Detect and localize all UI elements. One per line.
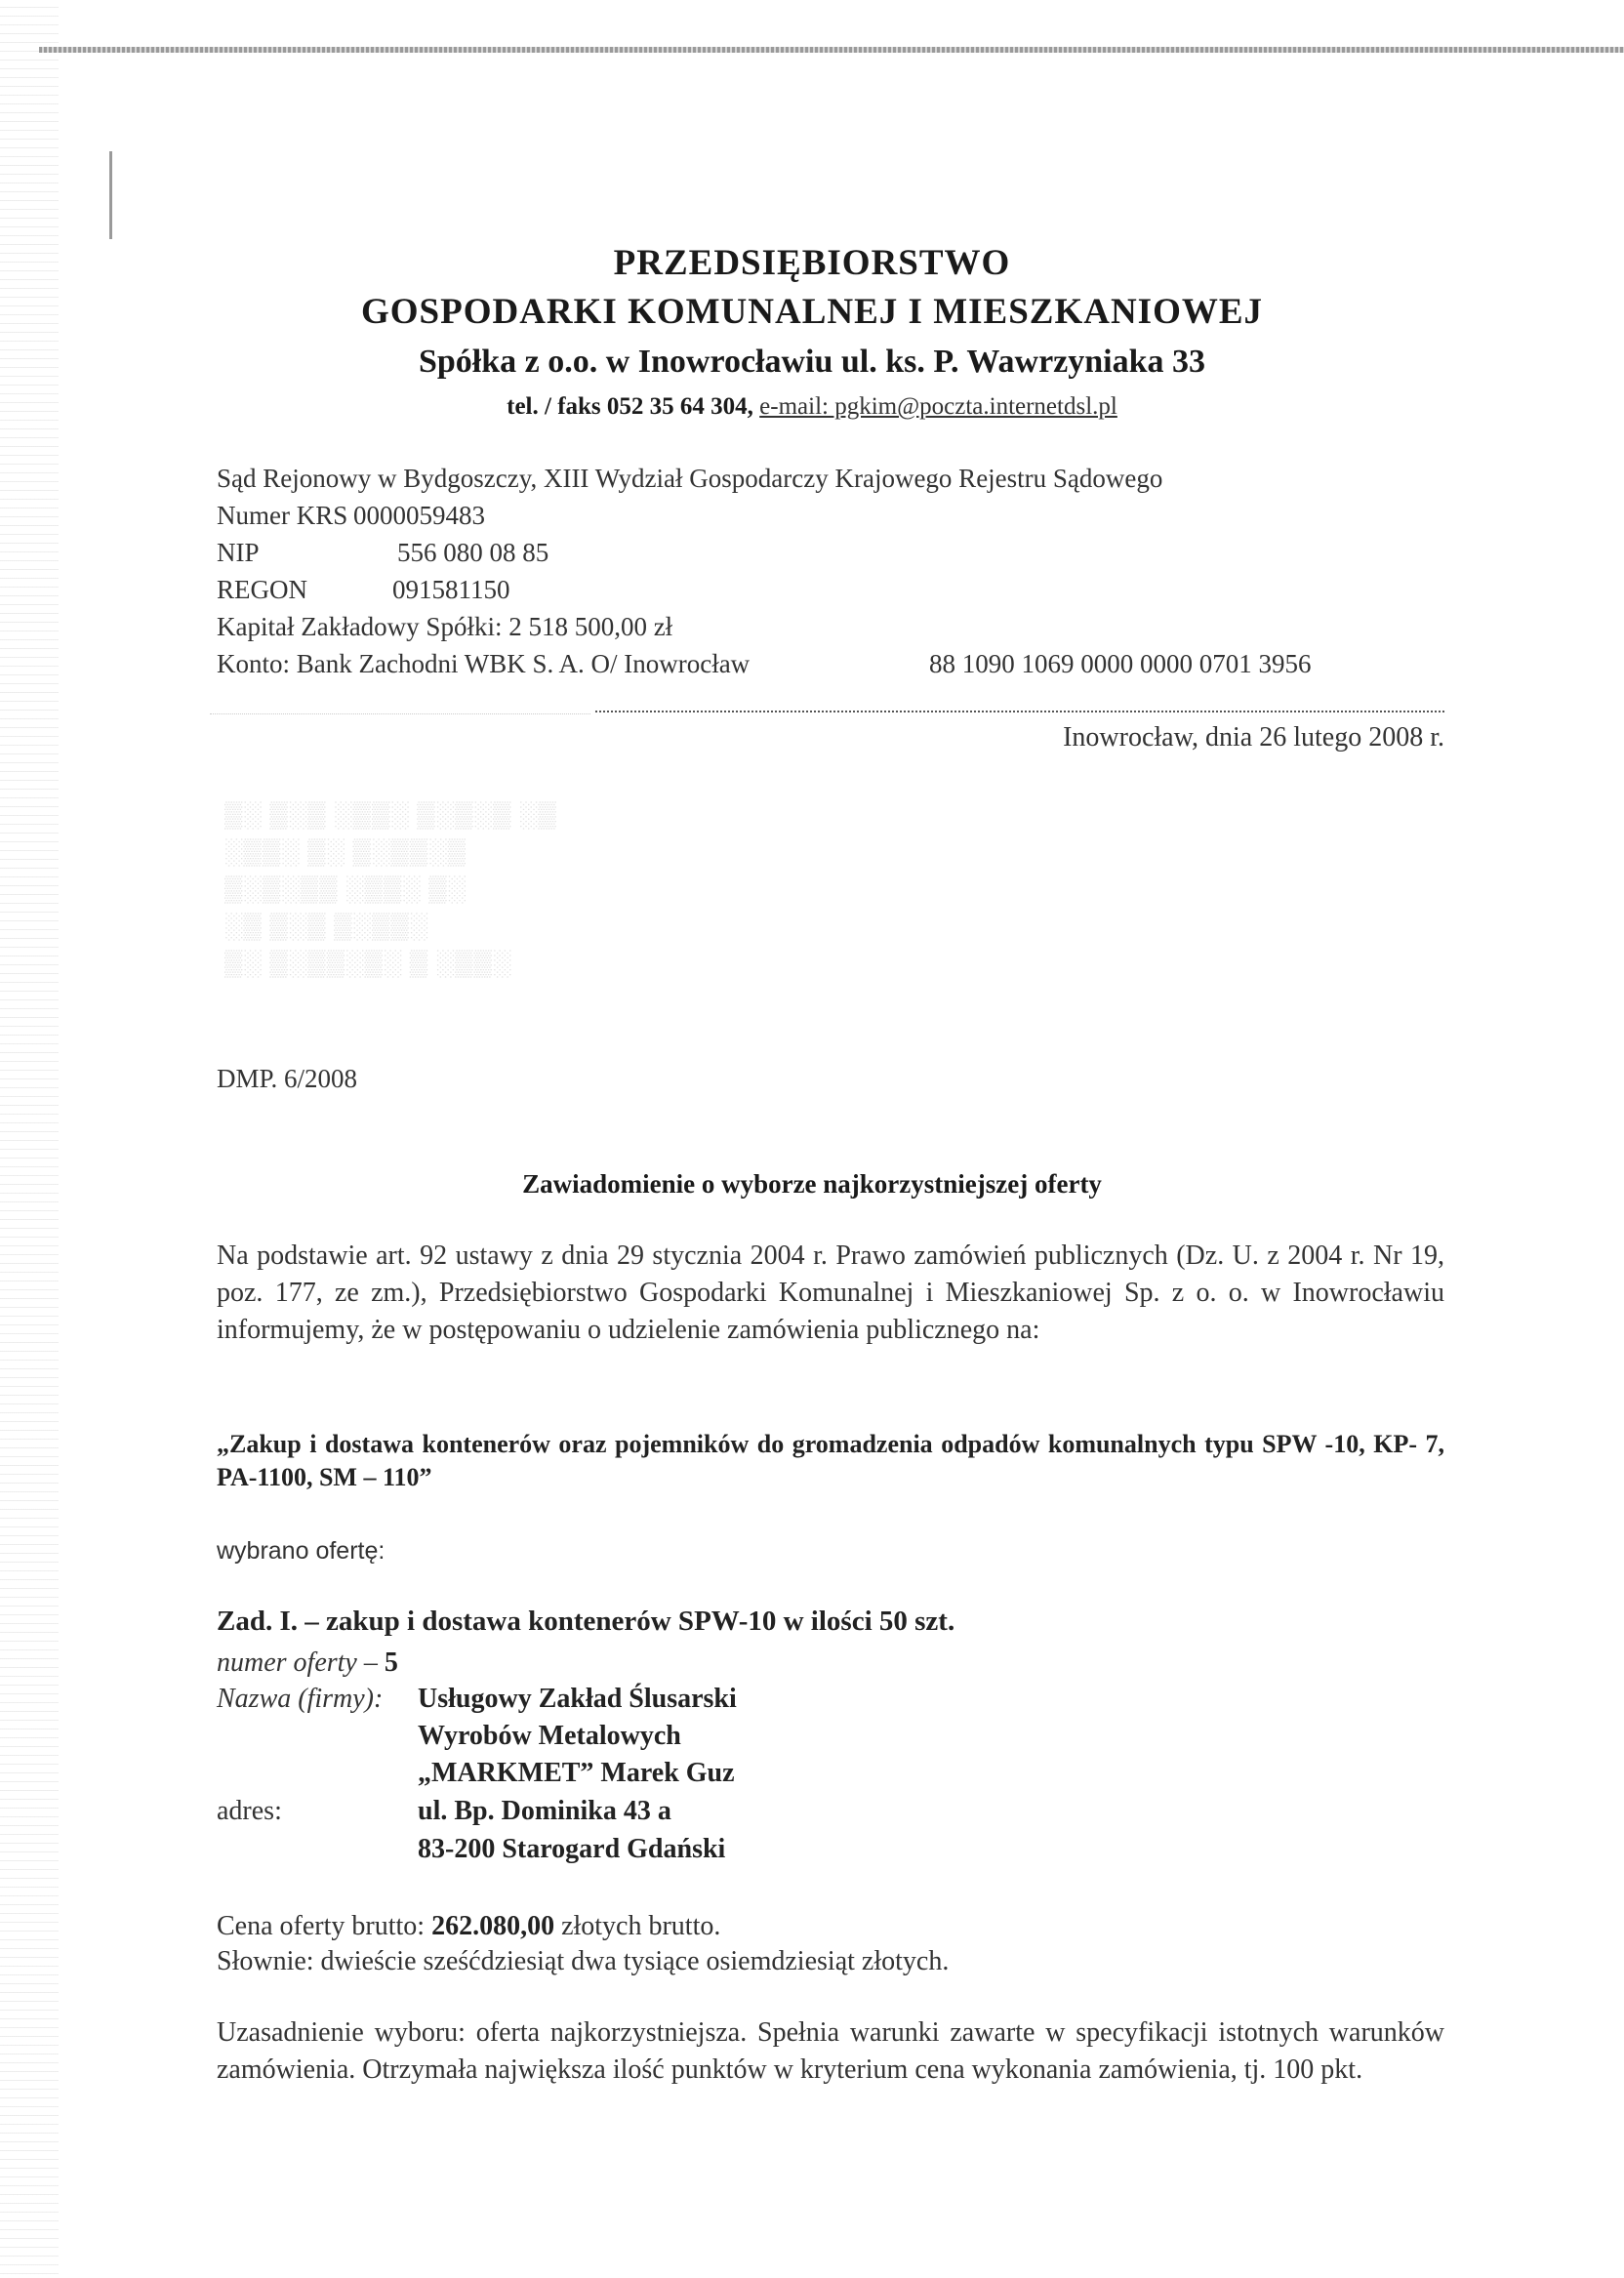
letterhead-line3: Spółka z o.o. w Inowrocławiu ul. ks. P. Wawrzyniaka 33 (418, 344, 1206, 380)
regon-row (217, 575, 607, 605)
offer-number-label: numer oferty – (217, 1647, 378, 1678)
share-capital: Kapitał Zakładowy Spółki: 2 518 500,00 zł (217, 612, 673, 641)
company-name-label: Nazwa (firmy): (217, 1684, 384, 1714)
erased-address-line: ░▒ ▒░▒ ▒░▒▒░ (224, 912, 429, 940)
regon-value: 091581150 (392, 575, 510, 604)
court-registry: Sąd Rejonowy w Bydgoszczy, XIII Wydział Gospodarczy Krajowego Rejestru Sądowego (217, 464, 1163, 493)
scan-edge-top (39, 47, 1624, 53)
faint-separator (210, 713, 590, 714)
price-label: Cena oferty brutto: (217, 1911, 426, 1941)
justification-paragraph: Uzasadnienie wyboru: oferta najkorzystniejsza. Spełnia warunki zawarte w specyfikacji istotnych warunków zamówienia. Otrzymała największa ilość punktów w kryterium cena wykonania zamówienia, tj. 100 pkt. (217, 2017, 1444, 2085)
krs-value: 0000059483 (353, 501, 485, 530)
dotted-separator (595, 711, 1444, 712)
address-line2: 83-200 Starogard Gdański (418, 1834, 726, 1864)
company-name-line1: Usługowy Zakład Ślusarski (418, 1684, 737, 1714)
bank-account-row (217, 649, 1446, 679)
margin-mark (109, 151, 112, 239)
company-name-line3: „MARKMET” Marek Guz (418, 1758, 735, 1788)
erased-address-line: ▒░▒░▒▒ ░▒▒░ ▒░ (224, 875, 467, 903)
scan-edge-left (0, 0, 59, 2278)
letterhead-line2: GOSPODARKI KOMUNALNEJ I MIESZKANIOWEJ (360, 292, 1264, 332)
address-line1: ul. Bp. Dominika 43 a (418, 1796, 671, 1826)
bank-account-label: Konto: Bank Zachodni WBK S. A. O/ Inowrocław (217, 649, 751, 678)
price-row (217, 1911, 720, 1942)
price-in-words: Słownie: dwieście sześćdziesiąt dwa tysiące osiemdziesiąt złotych. (217, 1946, 950, 1976)
document-title: Zawiadomienie o wyborze najkorzystniejszej oferty (522, 1169, 1102, 1199)
offer-number: 5 (384, 1647, 398, 1678)
task-heading: Zad. I. – zakup i dostawa kontenerów SPW-10 w ilości 50 szt. (217, 1606, 955, 1637)
letter-date: Inowrocław, dnia 26 lutego 2008 r. (1063, 722, 1444, 753)
selected-offer-label: wybrano ofertę: (217, 1537, 386, 1565)
bank-account-number: 88 1090 1069 0000 0000 0701 3956 (929, 649, 1312, 678)
phone: tel. / faks 052 35 64 304, (507, 393, 753, 420)
email-link[interactable]: e-mail: pgkim@poczta.internetdsl.pl (759, 393, 1117, 420)
letterhead-line1: PRZEDSIĘBIORSTWO (613, 243, 1011, 283)
erased-address-block: ▒░ ▒░▒ ░▒▒░ ▒░▒░▒ ░▒ (224, 800, 557, 829)
nip-row (217, 538, 607, 568)
krs-label: Numer KRS (217, 501, 348, 530)
nip-value: 556 080 08 85 (397, 538, 549, 567)
letterhead-contact (0, 393, 1624, 421)
nip-label: NIP (217, 538, 260, 567)
company-name-line2: Wyrobów Metalowych (418, 1721, 681, 1751)
erased-address-line: ▒░ ▒░▒▒░▒░ ▒ ░▒▒░ (224, 949, 512, 977)
erased-address-line: ░▒▒░ ▒░ ▒░▒▒░▒ (224, 837, 467, 866)
price-suffix: złotych brutto. (561, 1911, 721, 1941)
reference-number: DMP. 6/2008 (217, 1064, 358, 1093)
offer-number-row (217, 1647, 398, 1679)
intro-paragraph: Na podstawie art. 92 ustawy z dnia 29 stycznia 2004 r. Prawo zamówień publicznych (Dz. U. z 2004 r. Nr 19, poz. 177, ze zm.), Przedsiębiorstwo Gospodarki Komunalnej i Mieszkaniowej Sp. z o. o. w Inowrocławiu informujemy, że w postępowaniu o udzielenie zamówienia publicznego na: (217, 1241, 1444, 1345)
address-label: adres: (217, 1796, 282, 1826)
procurement-subject: „Zakup i dostawa kontenerów oraz pojemników do gromadzenia odpadów komunalnych typu SPW -10, KP- 7, PA-1100, SM – 110” (217, 1430, 1444, 1491)
krs-row (217, 501, 607, 531)
regon-label: REGON (217, 575, 307, 604)
price-value: 262.080,00 (431, 1911, 555, 1941)
